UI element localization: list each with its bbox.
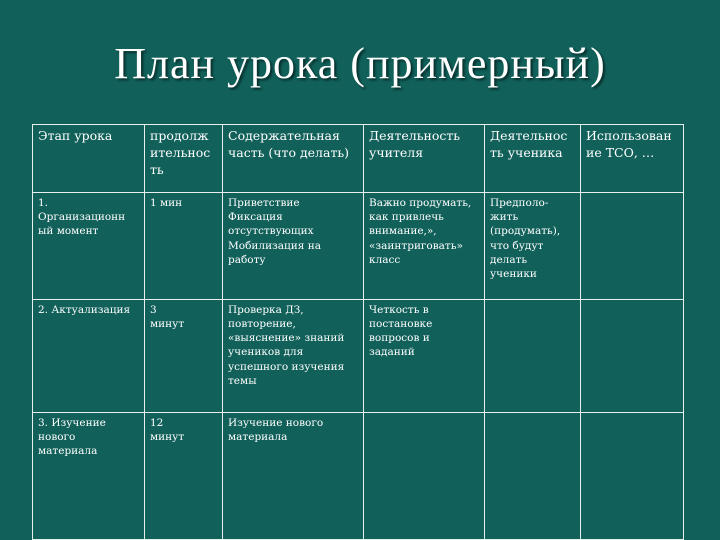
cell-line: Изучение нового [228, 416, 324, 429]
table-cell [581, 193, 684, 300]
table-cell [145, 299, 223, 412]
cell-line: Фиксация [228, 211, 283, 224]
table-cell [581, 412, 684, 539]
table-cell [145, 193, 223, 300]
cell-line: материала [38, 445, 98, 458]
cell-line: что будут [490, 239, 544, 252]
cell-line: 1. [38, 197, 49, 210]
cell-line: ительнос [150, 144, 211, 160]
cell-line: вопросов и [369, 332, 430, 345]
table-cell [364, 299, 485, 412]
table-cell [33, 193, 145, 300]
table-cell [223, 412, 364, 539]
cell-line: Использован [586, 128, 672, 143]
cell-line: внимание,», «заинтриговать» [369, 225, 463, 252]
table-row [33, 412, 684, 539]
cell-line: как привлечь [369, 211, 444, 224]
header-cell [581, 125, 684, 193]
cell-line: 2. Актуализация [38, 303, 131, 316]
cell-line: ть ученика [490, 144, 563, 160]
table-cell [223, 193, 364, 300]
cell-line: 12 [150, 416, 164, 429]
cell-line: заданий [369, 346, 415, 359]
cell-line: нового [38, 431, 76, 443]
cell-line: отсутствующих [228, 225, 314, 238]
slide-title: План урока (примерный) [114, 39, 606, 88]
table-cell [581, 299, 684, 412]
cell-line: часть (что делать) [228, 144, 350, 160]
cell-line: Мобилизация на [228, 239, 322, 252]
cell-line: минут [150, 431, 185, 443]
cell-line: минут [150, 318, 185, 331]
header-cell [485, 125, 581, 193]
cell-line: Приветствие [228, 197, 300, 210]
cell-line: продолж [150, 128, 209, 143]
header-cell [33, 125, 145, 193]
cell-line: материала [228, 431, 288, 443]
cell-line: успешного изучения [228, 360, 345, 373]
table-cell [33, 412, 145, 539]
table-row [33, 193, 684, 300]
header-cell [364, 125, 485, 193]
table-row [33, 299, 684, 412]
cell-line: «выяснение» знаний [228, 332, 345, 345]
cell-line: жить [490, 211, 519, 224]
table-cell [485, 412, 581, 539]
cell-line: Проверка ДЗ, [228, 303, 304, 316]
cell-line: постановке [369, 318, 433, 331]
table-cell [485, 299, 581, 412]
cell-line: Деятельнос [490, 128, 568, 143]
cell-line: 3 [150, 303, 157, 316]
table-header-row [33, 125, 684, 193]
cell-line: Четкость в [369, 303, 429, 316]
cell-line: 1 мин [150, 197, 183, 210]
cell-line: Организационн [38, 211, 126, 224]
cell-line: ть [150, 161, 164, 177]
header-cell [223, 125, 364, 193]
cell-line: 3. Изучение [38, 416, 106, 429]
cell-line: учеников для [228, 346, 304, 359]
cell-line: Содержательная [228, 128, 340, 143]
table-cell [485, 193, 581, 300]
cell-line: учителя [369, 144, 424, 160]
cell-line: Важно продумать, [369, 197, 472, 210]
cell-line: Этап урока [38, 128, 113, 143]
cell-line: ый момент [38, 225, 99, 238]
header-cell [145, 125, 223, 193]
cell-line: темы [228, 374, 257, 387]
cell-line: повторение, [228, 318, 296, 331]
table-cell [33, 299, 145, 412]
cell-line: ие ТСО, … [586, 144, 655, 160]
cell-line: Деятельность [369, 128, 461, 143]
cell-line: делать [490, 253, 528, 266]
table-cell [364, 193, 485, 300]
cell-line: класс [369, 253, 401, 266]
cell-line: работу [228, 253, 266, 266]
table-cell [364, 412, 485, 539]
cell-line: (продумать), [490, 225, 561, 238]
table-cell [145, 412, 223, 539]
lesson-plan-table [32, 124, 684, 540]
cell-line: ученики [490, 268, 537, 280]
cell-line: Предполо- [490, 197, 549, 210]
table-cell [223, 299, 364, 412]
